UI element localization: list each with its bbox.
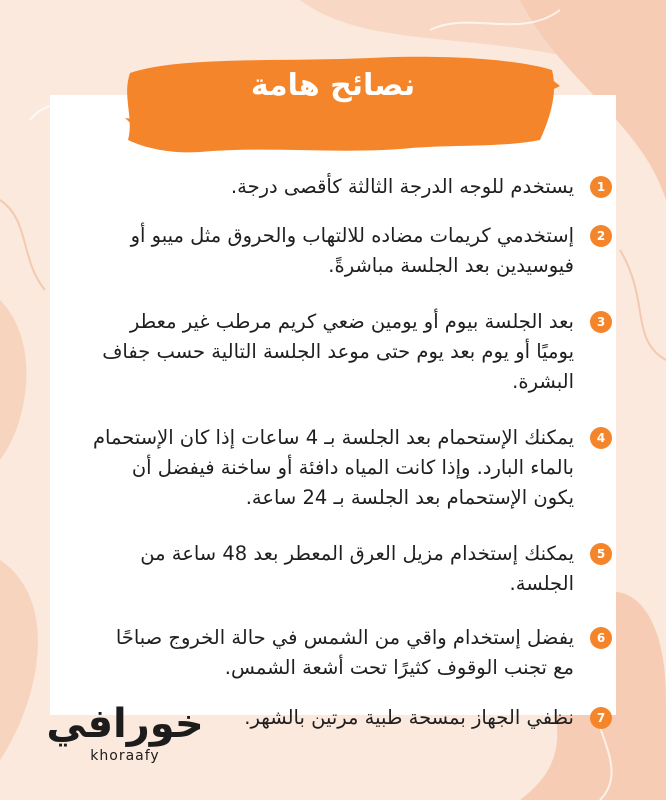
brand-name-english: khoraafy [90, 748, 160, 764]
tip-number-badge: 4 [590, 427, 612, 449]
tip-item [90, 623, 612, 683]
tip-item [90, 172, 612, 202]
tip-number-badge: 6 [590, 627, 612, 649]
tip-number-badge: 7 [590, 707, 612, 729]
tip-number-badge: 2 [590, 225, 612, 247]
tip-number-badge: 1 [590, 176, 612, 198]
tip-text: يستخدم للوجه الدرجة الثالثة كأقصى درجة. [230, 175, 574, 198]
tip-text: بعد الجلسة بيوم أو يومين ضعي كريم مرطب غير معطر يوميًا أو يوم بعد يوم حتى موعد الجلسة التالية حسب جفاف البشرة. [102, 310, 574, 393]
tip-text: نظفي الجهاز بمسحة طبية مرتين بالشهر. [244, 706, 574, 729]
tip-item [90, 221, 612, 281]
brand-logo [40, 700, 210, 780]
tip-number-badge: 3 [590, 311, 612, 333]
tip-text: يمكنك الإستحمام بعد الجلسة بـ 4 ساعات إذا كان الإستحمام بالماء البارد. وإذا كانت المياه دافئة أو ساخنة فيفضل أن يكون الإستحمام بعد الجلسة بـ 24 ساعة. [92, 426, 574, 509]
tip-item [90, 307, 612, 397]
tip-number-badge: 5 [590, 543, 612, 565]
tip-item [90, 539, 612, 599]
tip-text: يمكنك إستخدام مزيل العرق المعطر بعد 48 ساعة من الجلسة. [140, 542, 574, 595]
tips-list [90, 172, 612, 733]
brand-name-arabic: خورافي [46, 701, 204, 747]
tip-text: إستخدمي كريمات مضاده للالتهاب والحروق مثل ميبو أو فيوسيدين بعد الجلسة مباشرةً. [130, 224, 574, 277]
tip-item [90, 423, 612, 513]
page-title: نصائح هامة [250, 68, 416, 103]
tip-text: يفضل إستخدام واقي من الشمس في حالة الخروج صباحًا مع تجنب الوقوف كثيرًا تحت أشعة الشمس. [115, 626, 574, 679]
title-brush-banner [120, 48, 560, 158]
